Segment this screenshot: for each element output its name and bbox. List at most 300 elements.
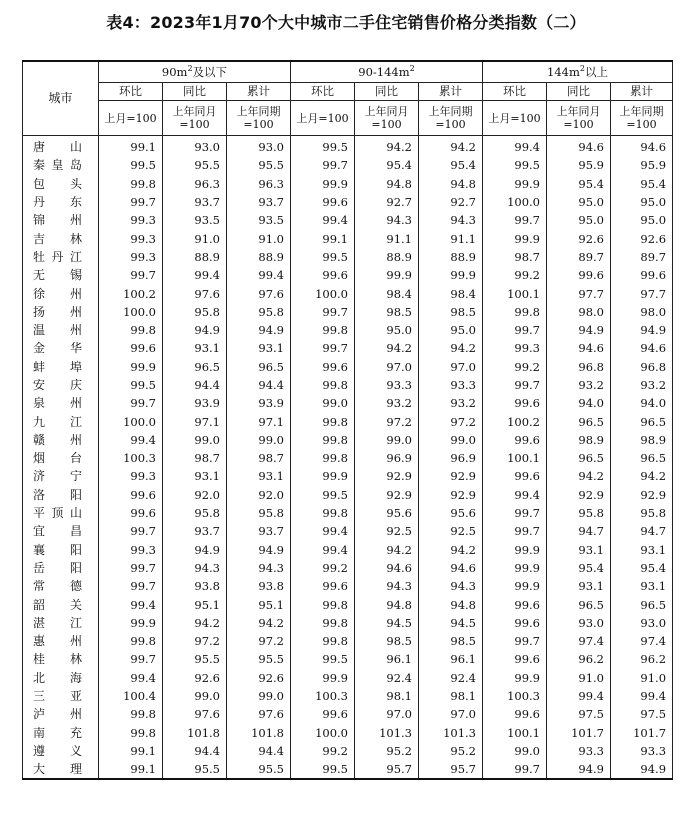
index-value-cell: 95.4: [419, 156, 483, 174]
index-value-cell: 99.4: [227, 266, 291, 284]
index-value-cell: 99.4: [483, 486, 547, 504]
city-name-cell: 烟台: [23, 449, 99, 467]
index-value-cell: 99.3: [99, 248, 163, 266]
index-value-cell: 92.4: [419, 669, 483, 687]
index-value-cell: 99.4: [611, 687, 673, 705]
table-row: [23, 266, 673, 284]
table-row: [23, 339, 673, 357]
index-value-cell: 95.4: [547, 559, 611, 577]
index-value-cell: 94.9: [227, 321, 291, 339]
index-value-cell: 99.7: [99, 394, 163, 412]
index-value-cell: 99.9: [355, 266, 419, 284]
table-row: [23, 669, 673, 687]
index-value-cell: 93.0: [163, 136, 227, 157]
index-value-cell: 99.9: [483, 541, 547, 559]
index-value-cell: 97.2: [163, 632, 227, 650]
index-value-cell: 93.1: [547, 541, 611, 559]
index-value-cell: 100.0: [483, 193, 547, 211]
index-value-cell: 94.2: [611, 467, 673, 485]
index-value-cell: 99.6: [483, 467, 547, 485]
index-value-cell: 94.6: [611, 136, 673, 157]
index-value-cell: 99.5: [291, 136, 355, 157]
index-value-cell: 96.8: [611, 358, 673, 376]
index-value-cell: 94.6: [611, 339, 673, 357]
index-value-cell: 91.0: [227, 229, 291, 247]
index-value-cell: 98.5: [419, 632, 483, 650]
index-value-cell: 99.5: [483, 156, 547, 174]
index-value-cell: 99.9: [483, 669, 547, 687]
index-value-cell: 95.8: [227, 303, 291, 321]
index-value-cell: 99.4: [99, 669, 163, 687]
city-name-cell: 安庆: [23, 376, 99, 394]
index-value-cell: 101.3: [355, 724, 419, 742]
index-value-cell: 99.0: [355, 431, 419, 449]
city-name-cell: 温州: [23, 321, 99, 339]
base-yoy: 上年同月 =100: [355, 101, 419, 136]
table-header: [23, 61, 673, 136]
index-value-cell: 94.6: [355, 559, 419, 577]
index-value-cell: 100.0: [291, 724, 355, 742]
table-body: [23, 136, 673, 780]
index-value-cell: 99.8: [291, 376, 355, 394]
table-row: [23, 321, 673, 339]
index-value-cell: 98.4: [419, 284, 483, 302]
index-value-cell: 98.4: [355, 284, 419, 302]
index-value-cell: 99.6: [291, 266, 355, 284]
index-value-cell: 94.2: [355, 136, 419, 157]
index-value-cell: 94.2: [227, 614, 291, 632]
index-value-cell: 99.3: [99, 229, 163, 247]
index-value-cell: 99.6: [99, 486, 163, 504]
index-value-cell: 94.8: [419, 175, 483, 193]
index-value-cell: 99.5: [291, 486, 355, 504]
index-value-cell: 101.7: [611, 724, 673, 742]
table-row: [23, 211, 673, 229]
index-value-cell: 93.8: [163, 577, 227, 595]
city-name-cell: 惠州: [23, 632, 99, 650]
index-value-cell: 96.1: [419, 650, 483, 668]
base-cum: 上年同期 =100: [611, 101, 673, 136]
sub-header-cum: 累计: [419, 83, 483, 101]
index-value-cell: 99.6: [483, 650, 547, 668]
index-value-cell: 94.0: [611, 394, 673, 412]
index-value-cell: 99.5: [291, 760, 355, 779]
city-name-cell: 唐山: [23, 136, 99, 157]
table-row: [23, 541, 673, 559]
index-value-cell: 99.8: [291, 595, 355, 613]
index-value-cell: 99.0: [419, 431, 483, 449]
index-value-cell: 99.8: [99, 632, 163, 650]
index-value-cell: 92.5: [355, 522, 419, 540]
index-value-cell: 99.8: [291, 614, 355, 632]
index-value-cell: 95.4: [355, 156, 419, 174]
index-value-cell: 94.8: [355, 595, 419, 613]
index-value-cell: 96.5: [547, 449, 611, 467]
city-name-cell: 丹东: [23, 193, 99, 211]
table-row: [23, 303, 673, 321]
city-name-cell: 扬州: [23, 303, 99, 321]
index-value-cell: 95.4: [547, 175, 611, 193]
city-name-cell: 吉林: [23, 229, 99, 247]
index-value-cell: 99.5: [99, 376, 163, 394]
index-value-cell: 99.6: [483, 595, 547, 613]
index-value-cell: 99.4: [99, 595, 163, 613]
index-value-cell: 93.3: [419, 376, 483, 394]
index-value-cell: 100.3: [483, 687, 547, 705]
sub-header-row: [23, 83, 673, 101]
index-value-cell: 93.3: [547, 742, 611, 760]
index-value-cell: 100.0: [99, 412, 163, 430]
index-value-cell: 98.9: [611, 431, 673, 449]
index-value-cell: 92.9: [355, 486, 419, 504]
index-value-cell: 95.5: [163, 156, 227, 174]
index-value-cell: 99.7: [99, 193, 163, 211]
index-value-cell: 93.7: [227, 193, 291, 211]
index-value-cell: 99.2: [483, 358, 547, 376]
table-row: [23, 449, 673, 467]
index-value-cell: 97.2: [227, 632, 291, 650]
index-value-cell: 99.6: [291, 358, 355, 376]
table-row: [23, 724, 673, 742]
index-value-cell: 99.9: [99, 358, 163, 376]
index-value-cell: 99.0: [163, 431, 227, 449]
index-value-cell: 88.9: [355, 248, 419, 266]
index-value-cell: 93.0: [547, 614, 611, 632]
index-value-cell: 94.3: [419, 211, 483, 229]
index-value-cell: 96.3: [227, 175, 291, 193]
index-value-cell: 100.0: [99, 303, 163, 321]
index-value-cell: 95.9: [611, 156, 673, 174]
index-value-cell: 94.4: [227, 376, 291, 394]
city-name-cell: 三亚: [23, 687, 99, 705]
index-value-cell: 95.9: [547, 156, 611, 174]
index-value-cell: 91.1: [355, 229, 419, 247]
city-name-cell: 金华: [23, 339, 99, 357]
index-value-cell: 92.9: [419, 486, 483, 504]
index-value-cell: 99.1: [99, 742, 163, 760]
table-row: [23, 136, 673, 157]
index-value-cell: 97.6: [227, 705, 291, 723]
index-value-cell: 100.1: [483, 449, 547, 467]
index-value-cell: 94.5: [419, 614, 483, 632]
index-value-cell: 96.3: [163, 175, 227, 193]
index-value-cell: 93.1: [163, 339, 227, 357]
index-value-cell: 99.6: [483, 614, 547, 632]
index-value-cell: 95.1: [163, 595, 227, 613]
index-value-cell: 93.0: [611, 614, 673, 632]
table-row: [23, 705, 673, 723]
index-value-cell: 97.7: [611, 284, 673, 302]
index-value-cell: 92.7: [419, 193, 483, 211]
index-value-cell: 94.2: [163, 614, 227, 632]
index-value-cell: 99.7: [483, 376, 547, 394]
base-mom: 上月=100: [291, 101, 355, 136]
index-value-cell: 94.2: [355, 339, 419, 357]
index-value-cell: 96.5: [547, 595, 611, 613]
index-value-cell: 93.7: [227, 522, 291, 540]
index-value-cell: 99.6: [291, 705, 355, 723]
index-value-cell: 95.8: [547, 504, 611, 522]
index-value-cell: 99.8: [291, 412, 355, 430]
index-value-cell: 93.3: [611, 742, 673, 760]
index-value-cell: 99.2: [483, 266, 547, 284]
index-value-cell: 98.1: [355, 687, 419, 705]
index-value-cell: 94.3: [163, 559, 227, 577]
index-value-cell: 92.7: [355, 193, 419, 211]
index-value-cell: 99.3: [99, 211, 163, 229]
city-name-cell: 平顶山: [23, 504, 99, 522]
sub-header-cum: 累计: [611, 83, 673, 101]
index-value-cell: 93.9: [163, 394, 227, 412]
index-value-cell: 99.9: [291, 175, 355, 193]
index-value-cell: 92.9: [611, 486, 673, 504]
table-row: [23, 486, 673, 504]
index-value-cell: 94.7: [611, 522, 673, 540]
table-row: [23, 175, 673, 193]
city-name-cell: 蚌埠: [23, 358, 99, 376]
city-name-cell: 洛阳: [23, 486, 99, 504]
index-value-cell: 101.7: [547, 724, 611, 742]
city-name-cell: 大理: [23, 760, 99, 779]
index-value-cell: 97.6: [163, 284, 227, 302]
index-value-cell: 97.1: [227, 412, 291, 430]
table-row: [23, 248, 673, 266]
table-row: [23, 522, 673, 540]
sub-header-mom: 环比: [291, 83, 355, 101]
city-name-cell: 桂林: [23, 650, 99, 668]
table-row: [23, 412, 673, 430]
index-value-cell: 94.9: [611, 321, 673, 339]
index-value-cell: 95.5: [227, 760, 291, 779]
city-column-header: 城市: [23, 61, 99, 136]
table-row: [23, 632, 673, 650]
index-value-cell: 95.6: [355, 504, 419, 522]
index-value-cell: 99.6: [483, 705, 547, 723]
index-value-cell: 95.7: [355, 760, 419, 779]
table-row: [23, 614, 673, 632]
index-value-cell: 99.8: [291, 431, 355, 449]
table-row: [23, 650, 673, 668]
index-value-cell: 99.7: [483, 632, 547, 650]
index-value-cell: 99.3: [99, 467, 163, 485]
index-value-cell: 97.4: [547, 632, 611, 650]
base-cum: 上年同期 =100: [419, 101, 483, 136]
index-value-cell: 95.5: [227, 156, 291, 174]
group-header-large: $144m^2$以上: [483, 61, 673, 83]
index-value-cell: 94.4: [163, 742, 227, 760]
index-value-cell: 91.0: [163, 229, 227, 247]
index-value-cell: 95.0: [547, 211, 611, 229]
index-value-cell: 93.5: [227, 211, 291, 229]
table-row: [23, 760, 673, 779]
city-name-cell: 岳阳: [23, 559, 99, 577]
index-value-cell: 92.6: [611, 229, 673, 247]
index-value-cell: 99.8: [291, 504, 355, 522]
city-name-cell: 宜昌: [23, 522, 99, 540]
index-value-cell: 92.6: [163, 669, 227, 687]
index-value-cell: 92.6: [227, 669, 291, 687]
table-row: [23, 229, 673, 247]
index-value-cell: 93.2: [419, 394, 483, 412]
city-name-cell: 赣州: [23, 431, 99, 449]
index-value-cell: 95.8: [163, 303, 227, 321]
index-value-cell: 100.1: [483, 284, 547, 302]
index-value-cell: 99.1: [99, 136, 163, 157]
index-value-cell: 99.0: [291, 394, 355, 412]
price-index-table: [22, 60, 673, 780]
base-cum: 上年同期 =100: [227, 101, 291, 136]
index-value-cell: 99.7: [483, 522, 547, 540]
index-value-cell: 96.9: [355, 449, 419, 467]
index-value-cell: 99.3: [483, 339, 547, 357]
index-value-cell: 98.5: [355, 303, 419, 321]
index-value-cell: 99.7: [483, 504, 547, 522]
index-value-cell: 99.3: [99, 541, 163, 559]
index-value-cell: 99.2: [291, 742, 355, 760]
index-value-cell: 97.2: [355, 412, 419, 430]
index-value-cell: 95.4: [611, 175, 673, 193]
index-value-cell: 99.7: [99, 522, 163, 540]
city-name-cell: 秦皇岛: [23, 156, 99, 174]
index-value-cell: 98.5: [419, 303, 483, 321]
index-value-cell: 97.1: [163, 412, 227, 430]
table-row: [23, 193, 673, 211]
index-value-cell: 93.7: [163, 522, 227, 540]
index-value-cell: 96.5: [547, 412, 611, 430]
index-value-cell: 99.4: [483, 136, 547, 157]
index-value-cell: 93.5: [163, 211, 227, 229]
index-value-cell: 93.0: [227, 136, 291, 157]
index-value-cell: 94.2: [547, 467, 611, 485]
index-value-cell: 93.2: [547, 376, 611, 394]
index-value-cell: 96.5: [227, 358, 291, 376]
index-value-cell: 99.9: [99, 614, 163, 632]
table-row: [23, 559, 673, 577]
index-value-cell: 96.8: [547, 358, 611, 376]
index-value-cell: 93.1: [547, 577, 611, 595]
index-value-cell: 99.4: [291, 211, 355, 229]
base-header-row: [23, 101, 673, 136]
table-row: [23, 156, 673, 174]
index-value-cell: 88.9: [419, 248, 483, 266]
index-value-cell: 99.7: [483, 321, 547, 339]
index-value-cell: 96.2: [547, 650, 611, 668]
index-value-cell: 101.8: [163, 724, 227, 742]
index-value-cell: 100.2: [99, 284, 163, 302]
index-value-cell: 93.1: [611, 577, 673, 595]
index-value-cell: 99.6: [291, 193, 355, 211]
index-value-cell: 94.6: [547, 136, 611, 157]
table-row: [23, 742, 673, 760]
index-value-cell: 100.1: [483, 724, 547, 742]
table-row: [23, 394, 673, 412]
index-value-cell: 99.4: [547, 687, 611, 705]
base-mom: 上月=100: [483, 101, 547, 136]
index-value-cell: 95.5: [163, 760, 227, 779]
index-value-cell: 95.1: [227, 595, 291, 613]
index-value-cell: 95.6: [419, 504, 483, 522]
index-value-cell: 95.7: [419, 760, 483, 779]
index-value-cell: 92.9: [419, 467, 483, 485]
sub-header-yoy: 同比: [163, 83, 227, 101]
index-value-cell: 94.3: [355, 211, 419, 229]
index-value-cell: 91.0: [547, 669, 611, 687]
index-value-cell: 96.9: [419, 449, 483, 467]
index-value-cell: 92.0: [163, 486, 227, 504]
index-value-cell: 93.9: [227, 394, 291, 412]
index-value-cell: 100.4: [99, 687, 163, 705]
index-value-cell: 99.9: [483, 229, 547, 247]
index-value-cell: 99.2: [291, 559, 355, 577]
index-value-cell: 99.5: [99, 156, 163, 174]
index-value-cell: 99.8: [291, 632, 355, 650]
index-value-cell: 92.9: [547, 486, 611, 504]
index-value-cell: 89.7: [547, 248, 611, 266]
index-value-cell: 94.2: [355, 541, 419, 559]
index-value-cell: 95.5: [163, 650, 227, 668]
sub-header-mom: 环比: [483, 83, 547, 101]
index-value-cell: 99.9: [291, 669, 355, 687]
index-value-cell: 93.2: [611, 376, 673, 394]
index-value-cell: 99.0: [227, 687, 291, 705]
index-value-cell: 94.9: [611, 760, 673, 779]
index-value-cell: 100.3: [99, 449, 163, 467]
index-value-cell: 97.5: [547, 705, 611, 723]
city-name-cell: 无锡: [23, 266, 99, 284]
city-name-cell: 徐州: [23, 284, 99, 302]
index-value-cell: 93.1: [611, 541, 673, 559]
index-value-cell: 95.0: [547, 193, 611, 211]
index-value-cell: 99.4: [163, 266, 227, 284]
index-value-cell: 94.5: [355, 614, 419, 632]
city-name-cell: 济宁: [23, 467, 99, 485]
index-value-cell: 95.0: [355, 321, 419, 339]
index-value-cell: 99.8: [291, 321, 355, 339]
index-value-cell: 91.0: [611, 669, 673, 687]
index-value-cell: 94.2: [419, 136, 483, 157]
index-value-cell: 98.9: [547, 431, 611, 449]
base-yoy: 上年同月 =100: [547, 101, 611, 136]
index-value-cell: 92.0: [227, 486, 291, 504]
index-value-cell: 99.7: [99, 650, 163, 668]
index-value-cell: 93.1: [163, 467, 227, 485]
index-value-cell: 88.9: [163, 248, 227, 266]
index-value-cell: 98.0: [611, 303, 673, 321]
index-value-cell: 95.5: [227, 650, 291, 668]
index-value-cell: 93.3: [355, 376, 419, 394]
index-value-cell: 93.8: [227, 577, 291, 595]
index-value-cell: 92.9: [355, 467, 419, 485]
index-value-cell: 94.3: [227, 559, 291, 577]
index-value-cell: 95.2: [419, 742, 483, 760]
index-value-cell: 99.8: [483, 303, 547, 321]
base-yoy: 上年同月 =100: [163, 101, 227, 136]
index-value-cell: 94.9: [163, 541, 227, 559]
index-value-cell: 100.2: [483, 412, 547, 430]
index-value-cell: 99.7: [291, 303, 355, 321]
sub-header-cum: 累计: [227, 83, 291, 101]
index-value-cell: 99.8: [291, 449, 355, 467]
city-name-cell: 泉州: [23, 394, 99, 412]
index-value-cell: 100.0: [291, 284, 355, 302]
index-value-cell: 99.1: [291, 229, 355, 247]
index-value-cell: 99.9: [483, 175, 547, 193]
index-value-cell: 94.3: [419, 577, 483, 595]
index-value-cell: 99.9: [291, 467, 355, 485]
city-name-cell: 牡丹江: [23, 248, 99, 266]
sub-header-yoy: 同比: [355, 83, 419, 101]
index-value-cell: 99.6: [483, 431, 547, 449]
